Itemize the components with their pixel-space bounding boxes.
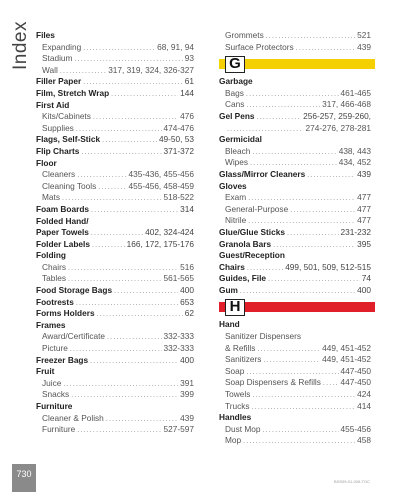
leader-dots bbox=[246, 89, 339, 100]
entry-label: Soap Dispensers & Refills bbox=[225, 377, 321, 388]
leader-dots bbox=[91, 228, 143, 239]
index-heading bbox=[36, 250, 194, 262]
leader-dots bbox=[248, 193, 355, 204]
entry-label: Juice bbox=[42, 377, 62, 388]
leader-dots bbox=[98, 182, 126, 193]
leader-dots bbox=[93, 112, 178, 123]
entry-pages: 447-450 bbox=[340, 377, 371, 388]
leader-dots bbox=[92, 240, 125, 251]
leader-dots bbox=[107, 332, 162, 343]
entry-label: Stadium bbox=[42, 53, 73, 64]
entry-label: Furniture bbox=[42, 424, 76, 435]
index-heading bbox=[219, 412, 371, 424]
entry-label: Cleaner & Polish bbox=[42, 412, 104, 423]
entry-label: Paper Towels bbox=[36, 227, 89, 238]
entry-label: Bleach bbox=[225, 145, 251, 156]
entry-pages: 49-50, 53 bbox=[158, 134, 194, 145]
index-entry bbox=[36, 227, 194, 239]
entry-label: Flags, Self-Stick bbox=[36, 134, 101, 145]
index-subentry bbox=[219, 157, 371, 169]
index-subentry bbox=[219, 99, 371, 111]
entry-label: Chairs bbox=[42, 261, 66, 272]
entry-label: Dust Mop bbox=[225, 423, 261, 434]
entry-pages: 317, 319, 324, 326-327 bbox=[108, 64, 194, 75]
entry-label: Gloves bbox=[219, 180, 247, 191]
entry-pages: 561-565 bbox=[163, 273, 194, 284]
index-entry bbox=[36, 76, 194, 88]
entry-label: Film, Stretch Wrap bbox=[36, 87, 110, 98]
leader-dots bbox=[296, 43, 355, 54]
index-subentry bbox=[219, 354, 371, 366]
entry-label: Chairs bbox=[219, 261, 245, 272]
entry-label: Hand bbox=[219, 319, 240, 330]
entry-label: Grommets bbox=[225, 30, 264, 40]
index-heading bbox=[36, 100, 194, 112]
index-subentry bbox=[36, 192, 194, 204]
index-subentry bbox=[36, 424, 194, 436]
entry-pages: 62 bbox=[184, 308, 194, 319]
leader-dots bbox=[307, 170, 355, 181]
entry-label: Folder Labels bbox=[36, 238, 90, 249]
leader-dots bbox=[323, 378, 339, 389]
entry-label: Sanitizers bbox=[225, 354, 262, 365]
leader-dots bbox=[106, 414, 178, 425]
entry-label: Tables bbox=[42, 273, 66, 284]
leader-dots bbox=[68, 263, 178, 274]
entry-pages: 461-465 bbox=[340, 87, 371, 98]
letter-heading: H bbox=[225, 299, 245, 316]
index-heading bbox=[36, 401, 194, 413]
entry-label: Wipes bbox=[225, 157, 249, 168]
leader-dots bbox=[263, 425, 339, 436]
index-subentry bbox=[36, 331, 194, 343]
index-subentry bbox=[219, 192, 371, 204]
entry-label: Glass/Mirror Cleaners bbox=[219, 168, 306, 179]
index-subentry bbox=[219, 424, 371, 436]
index-title bbox=[8, 8, 30, 78]
entry-pages: 68, 91, 94 bbox=[157, 41, 194, 52]
entry-label: Garbage bbox=[219, 76, 253, 87]
index-subentry bbox=[219, 88, 371, 100]
entry-pages: 371-372 bbox=[163, 145, 194, 156]
entry-pages: 435-436, 455-456 bbox=[128, 169, 194, 180]
leader-dots bbox=[63, 379, 178, 390]
index-heading bbox=[219, 250, 371, 262]
entry-pages: 400 bbox=[180, 354, 194, 365]
index-title-text: Index bbox=[10, 21, 31, 70]
entry-label: Files bbox=[36, 30, 55, 40]
entry-label: Wall bbox=[42, 64, 58, 75]
entry-label: Gel Pens bbox=[219, 110, 255, 121]
entry-label: Guides, File bbox=[219, 273, 267, 284]
entry-label: Germicidal bbox=[219, 134, 262, 145]
leader-dots bbox=[83, 77, 183, 88]
entry-pages: 516 bbox=[180, 261, 194, 272]
entry-label: Flip Charts bbox=[36, 145, 80, 156]
leader-dots bbox=[60, 66, 106, 77]
index-entry bbox=[36, 239, 194, 251]
leader-dots bbox=[252, 147, 336, 158]
footer-code: BSS09-01-026-TOC bbox=[334, 479, 370, 484]
index-entry bbox=[219, 111, 371, 123]
entry-pages: 476 bbox=[180, 111, 194, 122]
leader-dots bbox=[266, 31, 355, 42]
entry-pages: 439 bbox=[357, 168, 371, 179]
entry-label: Guest/Reception bbox=[219, 250, 285, 261]
entry-pages: 317, 466-468 bbox=[322, 99, 371, 110]
leader-dots bbox=[97, 309, 183, 320]
index-heading bbox=[36, 216, 194, 228]
entry-pages: 474-476 bbox=[163, 122, 194, 133]
entry-label: Cleaning Tools bbox=[42, 180, 97, 191]
entry-pages: 449, 451-452 bbox=[322, 354, 371, 365]
entry-pages: 256-257, 259-260, bbox=[303, 110, 371, 121]
leader-dots bbox=[257, 344, 320, 355]
entry-label: Nitrile bbox=[225, 215, 247, 226]
entry-pages: 414 bbox=[357, 400, 371, 411]
entry-pages: 439 bbox=[180, 412, 194, 423]
leader-dots bbox=[71, 390, 178, 401]
index-column-right bbox=[219, 30, 371, 447]
leader-dots bbox=[77, 170, 126, 181]
leader-dots bbox=[247, 263, 283, 274]
entry-pages: 434, 452 bbox=[338, 157, 371, 168]
leader-dots bbox=[62, 193, 162, 204]
entry-pages: 400 bbox=[180, 285, 194, 296]
entry-pages: 455-456, 458-459 bbox=[128, 180, 194, 191]
entry-pages: 449, 451-452 bbox=[322, 342, 371, 353]
entry-label: Folded Hand/ bbox=[36, 215, 89, 226]
entry-label: Sanitizer Dispensers bbox=[225, 331, 302, 342]
entry-label: Supplies bbox=[42, 122, 74, 133]
index-subentry bbox=[36, 413, 194, 425]
entry-label: Award/Certificate bbox=[42, 331, 106, 342]
entry-label: Fruit bbox=[36, 366, 55, 377]
entry-label: Folding bbox=[36, 250, 66, 261]
index-entry bbox=[36, 134, 194, 146]
index-subentry bbox=[219, 377, 371, 389]
entry-pages: 314 bbox=[180, 203, 194, 214]
index-entry bbox=[219, 169, 371, 181]
entry-label: Gum bbox=[219, 284, 238, 295]
index-subentry bbox=[36, 181, 194, 193]
index-subentry bbox=[219, 389, 371, 401]
entry-pages: 439 bbox=[357, 41, 371, 52]
entry-pages: 477 bbox=[357, 215, 371, 226]
leader-dots bbox=[77, 425, 161, 436]
entry-label: Glue/Glue Sticks bbox=[219, 226, 285, 237]
entry-label: Exam bbox=[225, 192, 247, 203]
index-subentry bbox=[219, 435, 371, 447]
entry-label: General-Purpose bbox=[225, 203, 289, 214]
letter-section-g bbox=[219, 57, 371, 71]
entry-pages: 274-276, 278-281 bbox=[305, 122, 371, 133]
index-heading bbox=[36, 366, 194, 378]
index-heading bbox=[219, 134, 371, 146]
leader-dots bbox=[246, 100, 320, 111]
entry-pages: 447-450 bbox=[340, 365, 371, 376]
entry-label: Granola Bars bbox=[219, 238, 272, 249]
leader-dots bbox=[111, 89, 178, 100]
index-heading bbox=[219, 181, 371, 193]
index-subentry bbox=[219, 366, 371, 378]
index-subentry bbox=[36, 42, 194, 54]
leader-dots bbox=[246, 367, 338, 378]
index-entry bbox=[36, 146, 194, 158]
entry-pages: 391 bbox=[180, 377, 194, 388]
index-entry bbox=[36, 88, 194, 100]
leader-dots bbox=[76, 298, 178, 309]
leader-dots bbox=[83, 43, 155, 54]
entry-pages: 458 bbox=[357, 435, 371, 446]
index-entry bbox=[36, 297, 194, 309]
leader-dots bbox=[268, 274, 360, 285]
entry-label: Footrests bbox=[36, 296, 74, 307]
entry-label: Towels bbox=[225, 389, 251, 400]
leader-dots bbox=[263, 355, 320, 366]
leader-dots bbox=[102, 135, 157, 146]
entry-label: Freezer Bags bbox=[36, 354, 89, 365]
entry-label: Expanding bbox=[42, 41, 82, 52]
entry-label: & Refills bbox=[225, 342, 256, 353]
entry-pages: 477 bbox=[357, 192, 371, 203]
entry-pages: 499, 501, 509, 512-515 bbox=[285, 261, 371, 272]
index-subentry bbox=[36, 262, 194, 274]
entry-label: Kits/Cabinets bbox=[42, 111, 91, 122]
index-subentry bbox=[219, 215, 371, 227]
entry-label: Forms Holders bbox=[36, 308, 95, 319]
entry-label: First Aid bbox=[36, 99, 70, 110]
leader-dots bbox=[81, 147, 161, 158]
index-subentry bbox=[219, 343, 371, 355]
leader-dots bbox=[250, 158, 337, 169]
entry-pages: 93 bbox=[184, 53, 194, 64]
entry-pages: 424 bbox=[357, 389, 371, 400]
leader-dots bbox=[273, 240, 355, 251]
leader-dots bbox=[257, 112, 302, 123]
leader-dots bbox=[90, 356, 178, 367]
index-heading bbox=[36, 30, 194, 42]
entry-label: Cans bbox=[225, 99, 245, 110]
page-number-tab bbox=[12, 464, 36, 492]
index-heading bbox=[36, 158, 194, 170]
leader-dots bbox=[70, 344, 162, 355]
entry-label: Filler Paper bbox=[36, 76, 82, 87]
entry-label: Food Storage Bags bbox=[36, 285, 113, 296]
index-heading bbox=[219, 319, 371, 331]
index-entry bbox=[36, 355, 194, 367]
entry-pages: 61 bbox=[184, 76, 194, 87]
page-number: 730 bbox=[16, 469, 32, 479]
index-subentry bbox=[219, 30, 371, 42]
entry-pages: 74 bbox=[361, 273, 371, 284]
entry-pages: 231-232 bbox=[340, 226, 371, 237]
leader-dots bbox=[74, 54, 182, 65]
index-subentry bbox=[36, 111, 194, 123]
entry-pages: 527-597 bbox=[163, 424, 194, 435]
index-entry bbox=[36, 308, 194, 320]
index-entry bbox=[219, 262, 371, 274]
index-subentry bbox=[36, 273, 194, 285]
leader-dots bbox=[252, 402, 356, 413]
entry-pages: 521 bbox=[357, 30, 371, 40]
index-continuation bbox=[219, 123, 371, 135]
index-subentry bbox=[36, 53, 194, 65]
entry-label: Picture bbox=[42, 343, 68, 354]
letter-heading: G bbox=[225, 56, 245, 73]
index-heading bbox=[36, 320, 194, 332]
index-entry bbox=[36, 204, 194, 216]
index-entry bbox=[219, 273, 371, 285]
index-subentry bbox=[219, 146, 371, 158]
entry-label: Frames bbox=[36, 319, 66, 330]
entry-label: Floor bbox=[36, 157, 57, 168]
entry-label: Foam Boards bbox=[36, 203, 90, 214]
entry-pages: 518-522 bbox=[163, 192, 194, 203]
leader-dots bbox=[91, 205, 178, 216]
entry-pages: 477 bbox=[357, 203, 371, 214]
entry-label: Handles bbox=[219, 412, 252, 423]
index-entry bbox=[219, 285, 371, 297]
entry-label: Bags bbox=[225, 87, 244, 98]
index-subentry bbox=[36, 123, 194, 135]
entry-pages: 144 bbox=[180, 87, 194, 98]
entry-pages: 438, 443 bbox=[338, 145, 371, 156]
index-subentry bbox=[219, 42, 371, 54]
index-column-left bbox=[36, 30, 194, 436]
leader-dots bbox=[76, 124, 162, 135]
index-heading bbox=[219, 76, 371, 88]
leader-dots bbox=[68, 274, 162, 285]
leader-dots bbox=[290, 205, 355, 216]
entry-label: Mop bbox=[225, 435, 242, 446]
entry-pages: 332-333 bbox=[163, 331, 194, 342]
index-subentry bbox=[36, 343, 194, 355]
entry-label: Cleaners bbox=[42, 169, 76, 180]
leader-dots bbox=[252, 390, 355, 401]
index-subentry bbox=[36, 65, 194, 77]
leader-dots bbox=[227, 124, 303, 135]
index-entry bbox=[219, 227, 371, 239]
index-subentry bbox=[219, 331, 371, 343]
entry-label: Furniture bbox=[36, 401, 73, 411]
entry-pages: 455-456 bbox=[340, 423, 371, 434]
entry-pages: 400 bbox=[357, 284, 371, 295]
index-subentry bbox=[36, 389, 194, 401]
entry-label: Trucks bbox=[225, 400, 250, 411]
leader-dots bbox=[243, 436, 355, 447]
entry-pages: 402, 324-424 bbox=[145, 227, 194, 238]
index-subentry bbox=[219, 401, 371, 413]
entry-pages: 332-333 bbox=[163, 343, 194, 354]
letter-section-h bbox=[219, 300, 371, 314]
leader-dots bbox=[240, 286, 355, 297]
index-subentry bbox=[219, 204, 371, 216]
index-entry bbox=[219, 239, 371, 251]
leader-dots bbox=[114, 286, 178, 297]
leader-dots bbox=[248, 216, 355, 227]
index-entry bbox=[36, 285, 194, 297]
entry-pages: 653 bbox=[180, 296, 194, 307]
index-subentry bbox=[36, 169, 194, 181]
entry-label: Snacks bbox=[42, 389, 70, 400]
leader-dots bbox=[287, 228, 339, 239]
entry-label: Surface Protectors bbox=[225, 41, 294, 52]
entry-pages: 166, 172, 175-176 bbox=[126, 238, 194, 249]
entry-label: Mats bbox=[42, 192, 60, 203]
index-subentry bbox=[36, 378, 194, 390]
entry-pages: 395 bbox=[357, 238, 371, 249]
entry-pages: 399 bbox=[180, 389, 194, 400]
entry-label: Soap bbox=[225, 365, 245, 376]
